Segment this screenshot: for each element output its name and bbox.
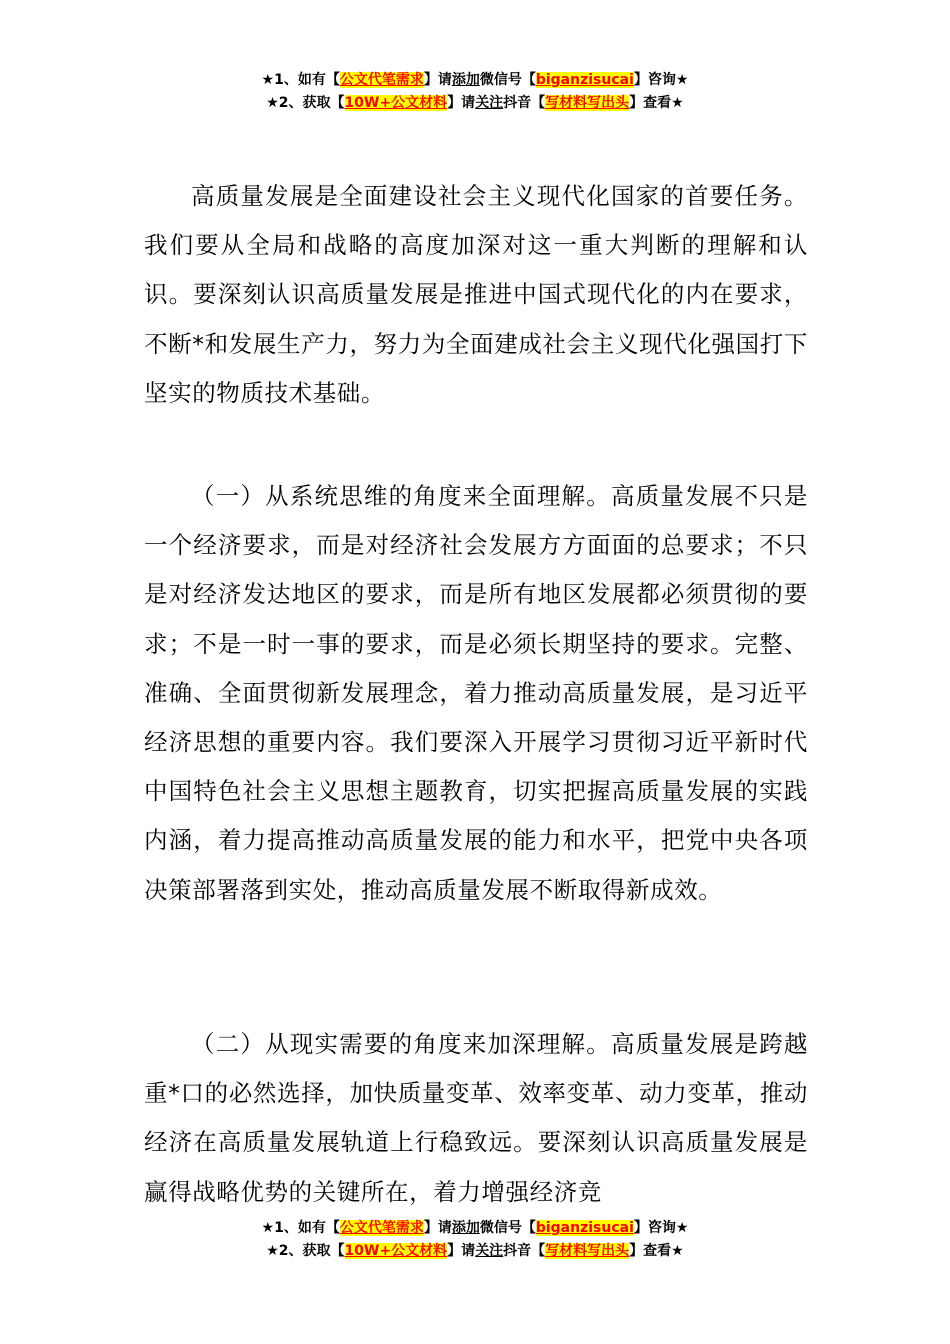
banner-text: 】请: [423, 1220, 452, 1236]
banner-text: 抖音【: [503, 1243, 546, 1259]
banner-line-2: [0, 92, 950, 115]
banner-text: 】咨询★: [633, 72, 689, 88]
banner-text: ★1、如有【: [261, 72, 340, 88]
footer-banner: [0, 1217, 950, 1263]
banner-text: 】请: [423, 72, 452, 88]
highlight-text: 公文代笔需求: [339, 72, 424, 88]
paragraph-intro: 高质量发展是全面建设社会主义现代化国家的首要任务。我们要从全局和战略的高度加深对这一重大判断的理解和认识。要深刻认识高质量发展是推进中国式现代化的内在要求，不断*和发展生产力，努力为全面建成社会主义现代化强国打下坚实的物质技术基础。: [144, 182, 808, 407]
header-banner: [0, 69, 950, 115]
banner-text: 】咨询★: [633, 1220, 689, 1236]
paragraph-section-2: （二）从现实需要的角度来加深理解。高质量发展是跨越重*口的必然选择，加快质量变革、效率变革、动力变革，推动经济在高质量发展轨道上行稳致远。要深刻认识高质量发展是赢得战略优势的关键所在，着力增强经济竞: [144, 1030, 808, 1206]
underlined-text: 添加: [451, 72, 480, 88]
paragraph-section-1: （一）从系统思维的角度来全面理解。高质量发展不只是一个经济要求，而是对经济社会发展方方面面的总要求；不只是对经济发达地区的要求，而是所有地区发展都必须贯彻的要求；不是一时一事的要求，而是必须长期坚持的要求。完整、准确、全面贯彻新发展理念，着力推动高质量发展，是习近平经济思想的重要内容。我们要深入开展学习贯彻习近平新时代中国特色社会主义思想主题教育，切实把握高质量发展的实践内涵，着力提高推动高质量发展的能力和水平，把党中央各项决策部署落到实处，推动高质量发展不断取得新成效。: [144, 482, 808, 904]
wechat-id-highlight: biganzisucai: [535, 1220, 634, 1236]
banner-text: ★2、获取【: [266, 1243, 345, 1259]
douyin-account-highlight: 写材料写出头: [545, 95, 630, 111]
highlight-text: 公文代笔需求: [339, 1220, 424, 1236]
banner-text: ★2、获取【: [266, 95, 345, 111]
highlight-text: 10W+公文材料: [344, 1243, 448, 1259]
highlight-text: 10W+公文材料: [344, 95, 448, 111]
underlined-text: 关注: [475, 95, 504, 111]
douyin-account-highlight: 写材料写出头: [545, 1243, 630, 1259]
banner-text: 】查看★: [629, 1243, 684, 1259]
banner-line-2: [0, 1240, 950, 1263]
underlined-text: 添加: [451, 1220, 480, 1236]
banner-text: ★1、如有【: [261, 1220, 340, 1236]
banner-text: 】查看★: [629, 95, 684, 111]
banner-line-1: [0, 1217, 950, 1240]
banner-text: 】请: [447, 95, 476, 111]
banner-text: 】请: [447, 1243, 476, 1259]
banner-text: 微信号【: [479, 72, 536, 88]
banner-line-1: [0, 69, 950, 92]
wechat-id-highlight: biganzisucai: [535, 72, 634, 88]
banner-text: 微信号【: [479, 1220, 536, 1236]
underlined-text: 关注: [475, 1243, 504, 1259]
banner-text: 抖音【: [503, 95, 546, 111]
